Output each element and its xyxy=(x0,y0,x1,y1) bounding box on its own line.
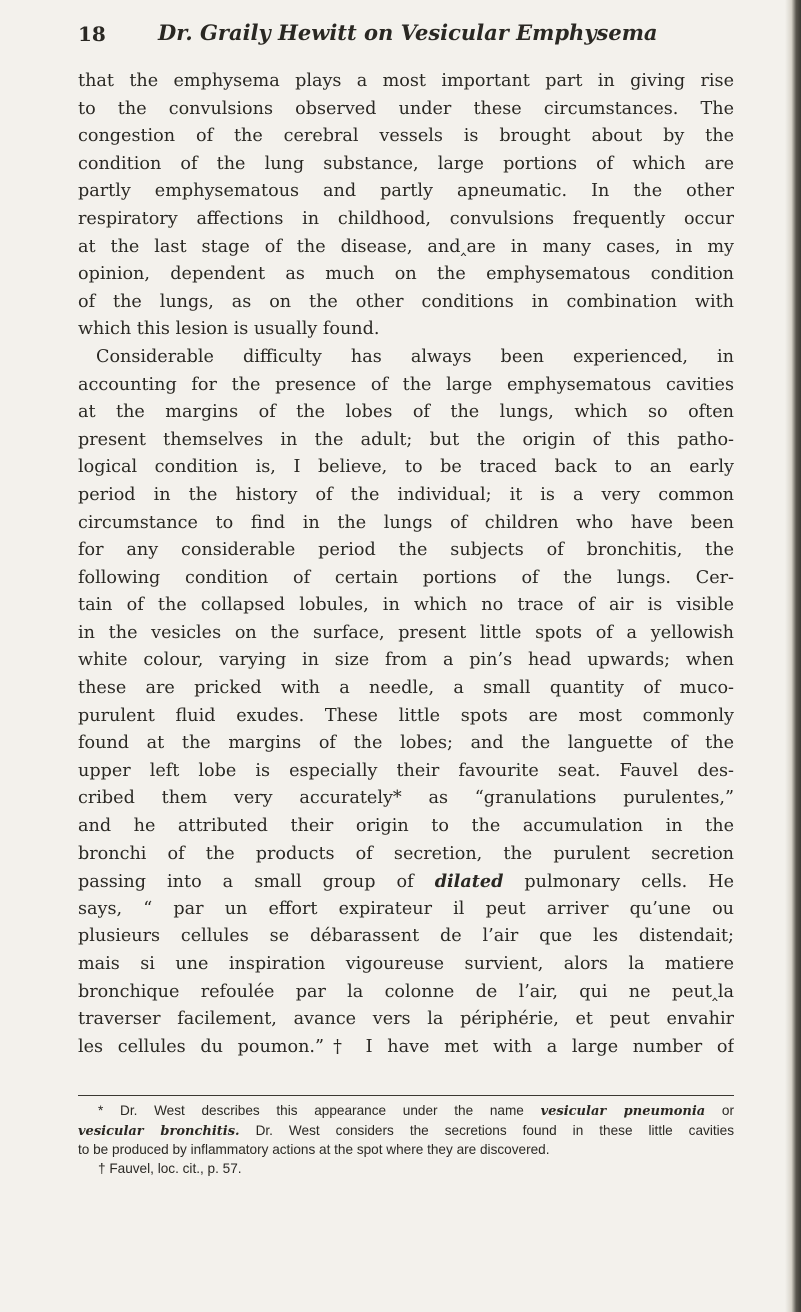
text-line: period in the history of the individual; it is a very common xyxy=(78,484,734,505)
text-line: of the lungs, as on the other conditions in combination with xyxy=(78,291,734,312)
text-line: mais si une inspiration vigoureuse survient, alors la matiere xyxy=(78,954,734,974)
footnote-emphasis: vesicular pneumonia xyxy=(540,1104,706,1119)
text-line: plusieurs cellules se débarassent de l’air que les distendait; xyxy=(78,926,734,947)
text-line: traverser facilement, avance vers la périphérie, et peut envahir xyxy=(78,1009,734,1030)
page-header xyxy=(78,20,738,50)
text-line: in the vesicles on the surface, present little spots of a yellowish xyxy=(78,622,734,643)
text-line: that the emphysema plays a most important part in giving rise xyxy=(78,71,734,91)
text-line: les cellules du poumon.”† I have met with a large number of xyxy=(78,1036,734,1057)
footnote-1-line: to be produced by inflammatory actions at the spot where they are discovered. xyxy=(78,1142,550,1157)
text-line: purulent fluid exudes. These little spots are most commonly xyxy=(78,705,734,726)
text-line: bronchique refoulée par la colonne de l’air, qui ne peut‸la xyxy=(78,981,734,1002)
footnote-text: Dr. West considers the secretions found in these little cavities xyxy=(255,1122,734,1138)
text-segment: pulmonary cells. He xyxy=(524,872,734,893)
text-line: which this lesion is usually found. xyxy=(78,319,380,340)
text-line: logical condition is, I believe, to be traced back to an early xyxy=(78,457,734,478)
text-line: circumstance to find in the lungs of children who have been xyxy=(78,512,734,533)
footnote-1-line xyxy=(78,1102,734,1122)
text-line: and he attributed their origin to the accumulation in the xyxy=(78,816,734,837)
page-number: 18 xyxy=(78,22,106,46)
running-head: Dr. Graily Hewitt on Vesicular Emphysema xyxy=(158,20,658,45)
text-line: bronchi of the products of secretion, the purulent secretion xyxy=(78,843,734,864)
footnote-text: * Dr. West describes this appearance under the name xyxy=(98,1103,524,1118)
footnote-text: or xyxy=(721,1103,734,1118)
text-line: to the convulsions observed under these circumstances. The xyxy=(78,98,734,119)
footnote-emphasis: vesicular bronchitis. xyxy=(78,1123,240,1139)
text-line: found at the margins of the lobes; and the languette of the xyxy=(78,733,734,754)
footnotes xyxy=(78,1102,734,1178)
text-line: condition of the lung substance, large portions of which are xyxy=(78,153,734,174)
text-line: says, “ par un effort expirateur il peut arriver qu’une ou xyxy=(78,898,734,919)
text-line: respiratory affections in childhood, convulsions frequently occur xyxy=(78,208,734,229)
text-line: for any considerable period the subjects of bronchitis, the xyxy=(78,540,734,561)
body-text xyxy=(78,68,734,1061)
text-segment: passing into a small group of xyxy=(78,872,414,893)
text-line: following condition of certain portions of the lungs. Cer- xyxy=(78,567,734,588)
text-line-paragraph-start: Considerable difficulty has always been experienced, in xyxy=(96,346,734,367)
text-line: at the last stage of the disease, and‸are in many cases, in my xyxy=(78,236,734,257)
text-line: partly emphysematous and partly apneumatic. In the other xyxy=(78,181,734,202)
text-line: congestion of the cerebral vessels is brought about by the xyxy=(78,126,734,147)
text-line: white colour, varying in size from a pin’s head upwards; when xyxy=(78,650,734,671)
text-line: present themselves in the adult; but the origin of this patho- xyxy=(78,429,734,450)
emphasis-dilated: dilated xyxy=(434,871,504,893)
text-line: accounting for the presence of the large emphysematous cavities xyxy=(78,374,734,395)
text-line-with-emphasis xyxy=(78,868,734,896)
text-line: at the margins of the lobes of the lungs, which so often xyxy=(78,402,734,423)
text-line: cribed them very accurately* as “granulations purulentes,” xyxy=(78,788,734,809)
footnote-2: † Fauvel, loc. cit., p. 57. xyxy=(98,1160,242,1176)
footnote-rule xyxy=(78,1095,734,1096)
text-line: tain of the collapsed lobules, in which no trace of air is visible xyxy=(78,595,734,616)
text-line: opinion, dependent as much on the emphysematous condition xyxy=(78,264,734,285)
footnote-1-line xyxy=(78,1122,734,1142)
text-line: upper left lobe is especially their favourite seat. Fauvel des- xyxy=(78,760,734,781)
page-edge-shadow xyxy=(785,0,801,1312)
text-line: these are pricked with a needle, a small quantity of muco- xyxy=(78,678,734,699)
